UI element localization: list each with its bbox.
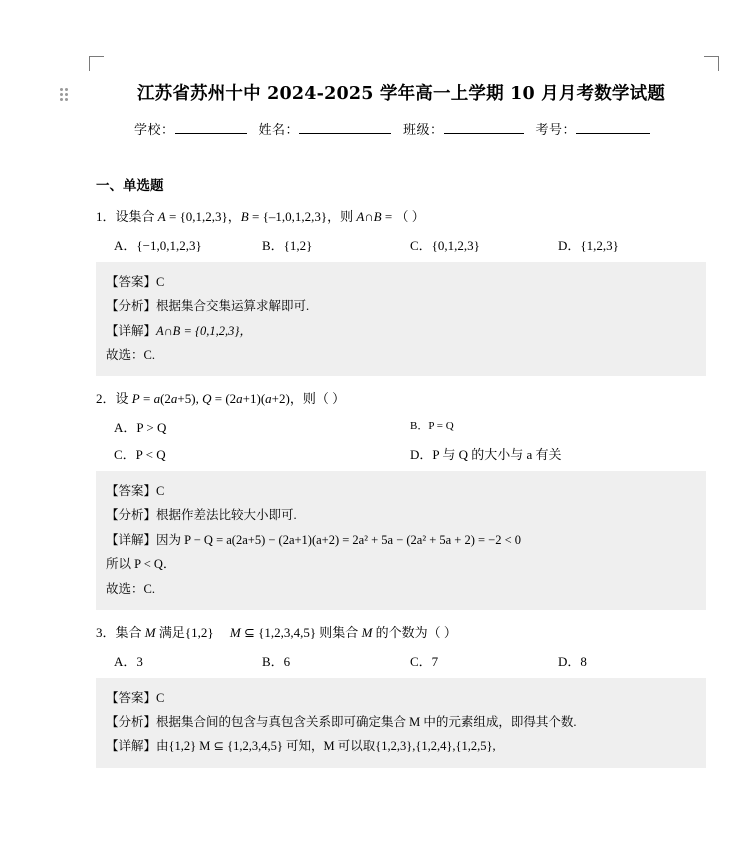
option-b[interactable]: B．6 xyxy=(262,653,291,669)
analysis-text: 根据集合间的包含与真包含关系即可确定集合 M 中的元素组成，即得其个数. xyxy=(156,715,577,729)
answer-line xyxy=(106,479,696,503)
detail-tag: 【详解】 xyxy=(106,738,157,754)
answer-tag: 【答案】 xyxy=(106,689,157,705)
analysis-text: 根据集合交集运算求解即可. xyxy=(156,299,310,314)
exam-no-blank[interactable] xyxy=(576,133,650,134)
class-blank[interactable] xyxy=(444,133,524,134)
detail-line xyxy=(106,734,696,758)
exam-no-label: 考号： xyxy=(535,122,577,137)
analysis-line xyxy=(106,503,696,527)
crop-mark-top-right xyxy=(704,56,719,71)
question-stem: 3．集合 M 满足{1,2} M ⊆ {1,2,3,4,5} 则集合 M 的个数为（ ） xyxy=(96,624,457,640)
answer-value: C xyxy=(156,274,165,289)
crop-mark-top-left xyxy=(89,56,104,71)
question-options xyxy=(96,651,706,670)
question-stem: 2．设 P = a(2a+5), Q = (2a+1)(a+2)，则（ ） xyxy=(96,391,346,407)
school-blank[interactable] xyxy=(175,133,247,134)
conclusion-line xyxy=(106,343,696,367)
school-label: 学校： xyxy=(134,122,175,137)
option-d[interactable]: D．8 xyxy=(558,653,587,669)
answer-line xyxy=(106,686,696,710)
option-c[interactable]: C．{0,1,2,3} xyxy=(410,237,480,253)
answer-line xyxy=(106,270,696,294)
option-c[interactable]: C．7 xyxy=(410,653,439,669)
option-a[interactable]: A．3 xyxy=(114,653,143,669)
question-stem: 1．设集合 A = {0,1,2,3}，B = {–1,0,1,2,3}，则 A∩B = （ ） xyxy=(96,209,425,224)
detail-line xyxy=(106,319,696,343)
option-a[interactable]: A．P > Q xyxy=(114,420,167,435)
option-c[interactable]: C．P < Q xyxy=(114,447,166,462)
answer-block xyxy=(96,471,706,610)
name-label: 姓名： xyxy=(258,122,300,137)
conclusion-text: 故选：C. xyxy=(106,347,155,362)
drag-handle-icon[interactable] xyxy=(60,88,70,102)
option-b[interactable]: B．{1,2} xyxy=(262,237,313,253)
analysis-line xyxy=(106,294,696,318)
detail-line xyxy=(106,528,696,552)
document-content xyxy=(96,80,706,780)
option-b[interactable]: B．P = Q xyxy=(410,420,454,432)
name-blank[interactable] xyxy=(299,133,391,134)
student-id-line xyxy=(96,119,706,138)
answer-tag: 【答案】 xyxy=(106,273,157,289)
option-d[interactable]: D．P 与 Q 的大小与 a 有关 xyxy=(410,447,562,462)
analysis-tag: 【分析】 xyxy=(106,298,157,314)
detail-text-2: 所以 P < Q． xyxy=(106,557,176,572)
detail-tag: 【详解】 xyxy=(106,531,157,547)
section-heading: 一、单选题 xyxy=(96,178,164,194)
detail-text: 因为 P − Q = a(2a+5) − (2a+1)(a+2) = 2a² + 5a − (2a² + 5a + 2) = −2 < 0 xyxy=(156,532,522,547)
detail-text: 由{1,2} M ⊆ {1,2,3,4,5} 可知，M 可以取{1,2,3},{1,2,4},{1,2,5}, xyxy=(156,739,496,754)
question-options xyxy=(96,444,706,463)
answer-block xyxy=(96,678,706,768)
question-options xyxy=(96,417,706,436)
detail-text: A∩B = {0,1,2,3}， xyxy=(156,323,252,338)
answer-value: C xyxy=(156,484,165,498)
page-title: 江苏省苏州十中 2024-2025 学年高一上学期 10 月月考数学试题 xyxy=(136,84,666,104)
question-options xyxy=(96,235,706,254)
option-d[interactable]: D．{1,2,3} xyxy=(558,237,619,253)
analysis-text: 根据作差法比较大小即可. xyxy=(156,508,297,523)
answer-block xyxy=(96,262,706,377)
answer-value: C xyxy=(156,690,165,705)
analysis-tag: 【分析】 xyxy=(106,714,157,729)
option-a[interactable]: A．{−1,0,1,2,3} xyxy=(114,237,202,253)
answer-tag: 【答案】 xyxy=(106,483,157,498)
detail-tag: 【详解】 xyxy=(106,322,157,338)
conclusion-line xyxy=(106,577,696,601)
analysis-line xyxy=(106,710,696,734)
analysis-tag: 【分析】 xyxy=(106,507,157,523)
class-label: 班级： xyxy=(403,122,444,137)
conclusion-text: 故选：C. xyxy=(106,581,155,596)
detail-line-2 xyxy=(106,552,696,576)
